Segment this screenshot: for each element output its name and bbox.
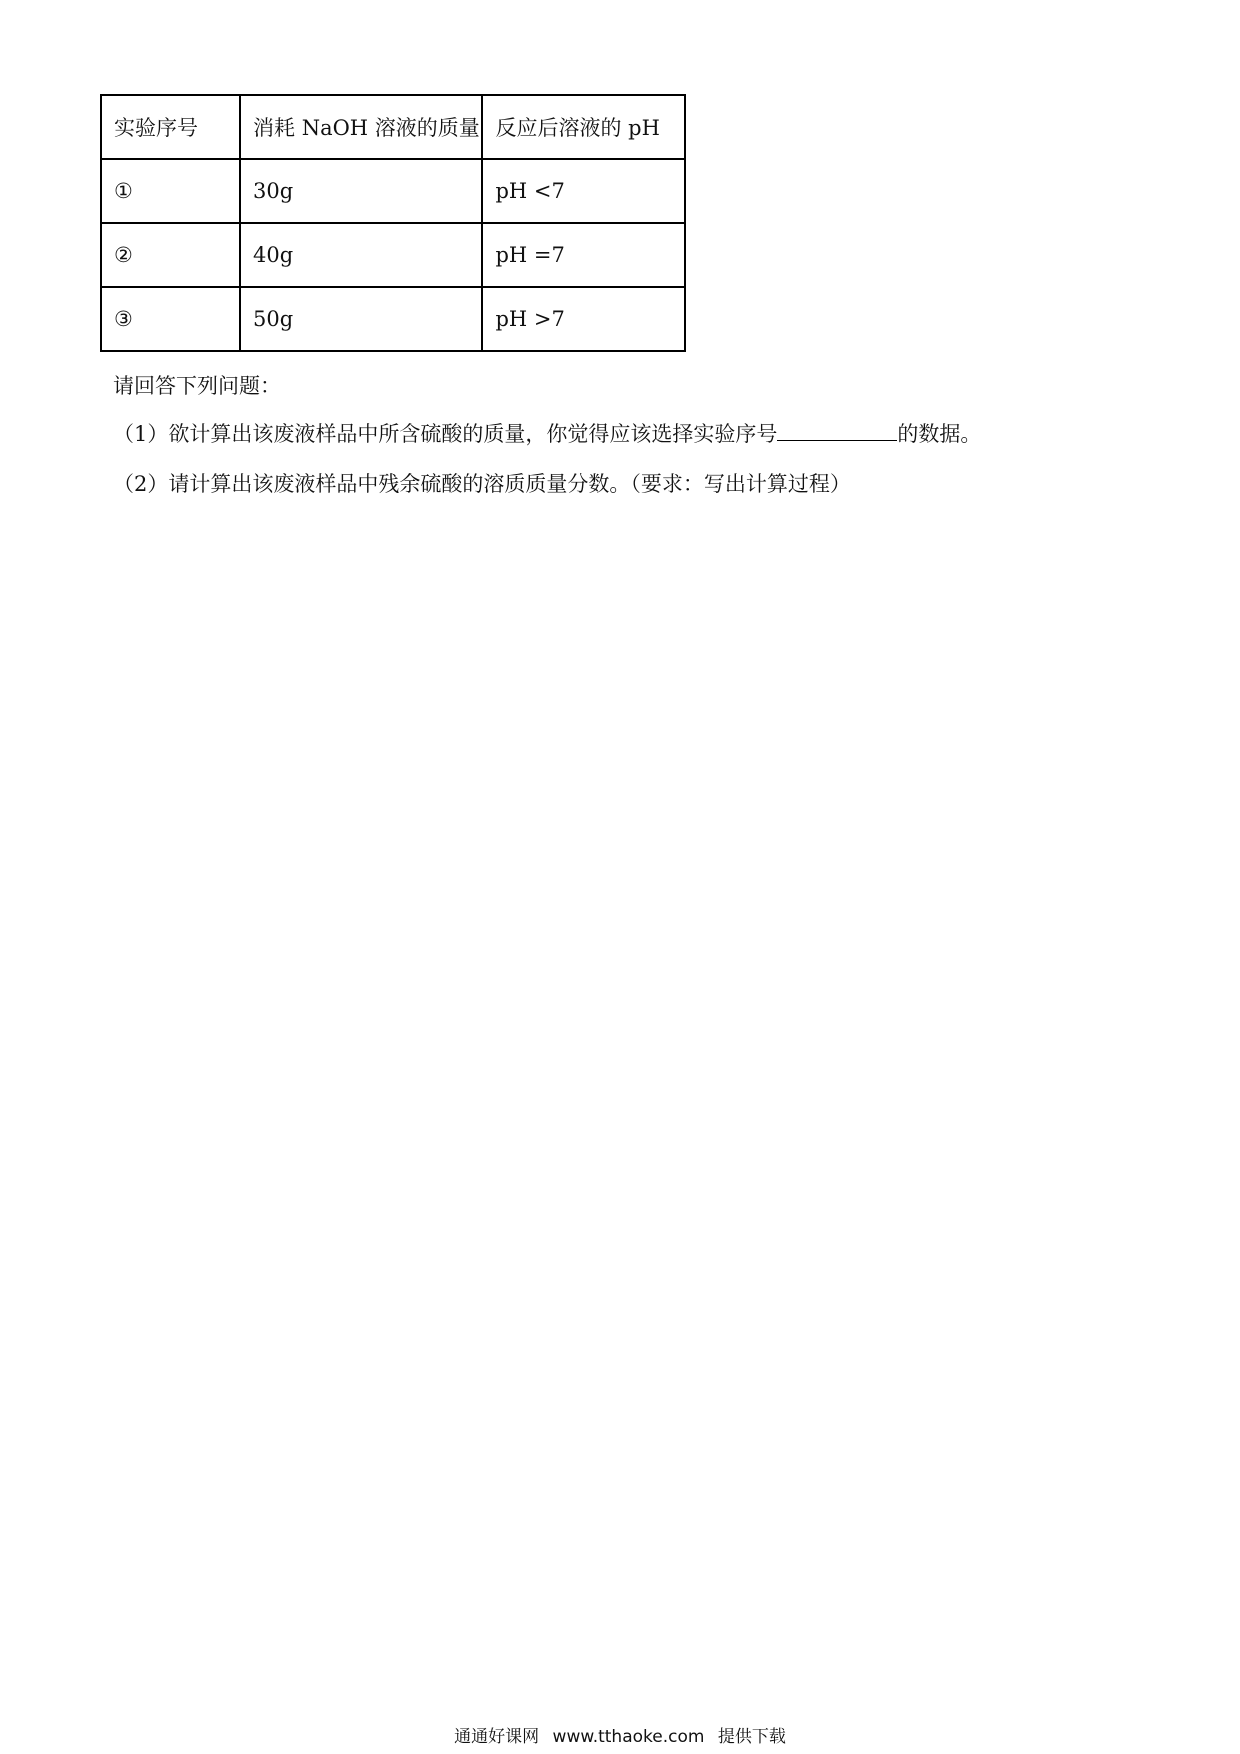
table-header-row	[101, 95, 685, 159]
question-1-text: （1）欲计算出该废液样品中所含硫酸的质量，你觉得应该选择实验序号	[113, 422, 778, 446]
question-2: （2）请计算出该废液样品中残余硫酸的溶质质量分数。（要求：写出计算过程）	[113, 472, 851, 496]
table-cell: ①	[101, 159, 240, 223]
answer-blank[interactable]	[777, 420, 897, 441]
table-row	[101, 159, 685, 223]
table-header-cell: 实验序号	[101, 95, 240, 159]
table-cell: ②	[101, 223, 240, 287]
table-cell: pH =7	[482, 223, 685, 287]
page-footer	[0, 1722, 1240, 1747]
table-cell: pH <7	[482, 159, 685, 223]
table-cell: 50g	[240, 287, 482, 351]
footer-url: www.tthaoke.com	[552, 1727, 705, 1747]
table-header-cell: 消耗 NaOH 溶液的质量	[240, 95, 482, 159]
footer-suffix: 提供下载	[717, 1727, 786, 1747]
data-table	[100, 94, 686, 352]
table-header-cell: 反应后溶液的 pH	[482, 95, 685, 159]
table-cell: pH >7	[482, 287, 685, 351]
question-1-tail: 的数据。	[897, 422, 982, 446]
table-cell: 30g	[240, 159, 482, 223]
question-1	[113, 418, 981, 448]
intro-text: 请回答下列问题：	[113, 374, 281, 398]
table-cell: 40g	[240, 223, 482, 287]
table-row	[101, 223, 685, 287]
table-row	[101, 287, 685, 351]
table-cell: ③	[101, 287, 240, 351]
footer-site-name: 通通好课网	[454, 1727, 540, 1747]
